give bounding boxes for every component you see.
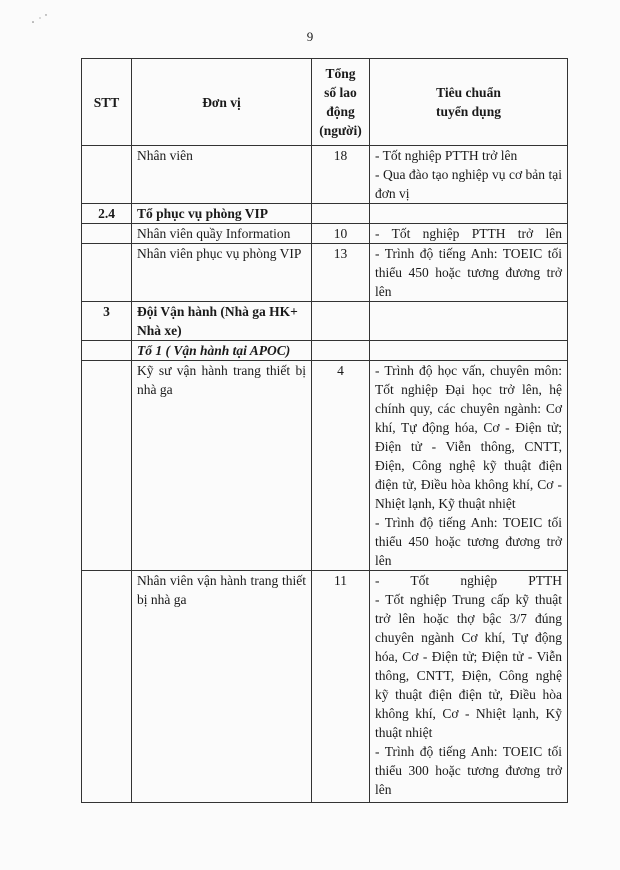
stt-cell: 3 [82, 302, 132, 341]
criteria-line: - Tốt nghiệp Trung cấp kỹ thuật trở lên hoặc thợ bậc 3/7 đúng chuyên ngành Cơ khí, Tự động hóa, Cơ - Điện tử; Điện tử - Viễn thông, CNTT, Điện, Công nghệ kỹ thuật điện điện tử, Điều hòa không khí, Cơ - Nhiệt lạnh, Kỹ thuật nhiệt [375, 592, 562, 740]
unit-cell: Kỹ sư vận hành trang thiết bị nhà ga [132, 361, 312, 571]
criteria-cell: - Trình độ tiếng Anh: TOEIC tối thiểu 450 hoặc tương đương trở lên [370, 244, 568, 302]
headcount-cell: 18 [312, 146, 370, 204]
unit-cell: Nhân viên vận hành trang thiết bị nhà ga [132, 571, 312, 803]
stt-cell [82, 341, 132, 361]
stt-cell [82, 224, 132, 244]
section-row [82, 302, 568, 341]
criteria-cell [370, 571, 568, 803]
criteria-cell [370, 204, 568, 224]
scan-speckle [30, 12, 54, 26]
headcount-cell: 13 [312, 244, 370, 302]
criteria-line: - Tốt nghiệp PTTH [375, 573, 562, 588]
header-headcount [312, 59, 370, 146]
criteria-cell [370, 341, 568, 361]
unit-cell: Nhân viên phục vụ phòng VIP [132, 244, 312, 302]
header-criteria-line: tuyển dụng [436, 104, 501, 119]
section-row [82, 204, 568, 224]
table-row [82, 361, 568, 571]
criteria-line: - Trình độ tiếng Anh: TOEIC tối thiểu 450 hoặc tương đương trở lên [375, 515, 562, 568]
criteria-line: - Tốt nghiệp PTTH trở lên [375, 148, 518, 163]
table-row [82, 224, 568, 244]
stt-cell [82, 571, 132, 803]
header-criteria [370, 59, 568, 146]
header-stt: STT [82, 59, 132, 146]
recruitment-table [81, 58, 568, 803]
criteria-cell: - Tốt nghiệp PTTH trở lên [370, 224, 568, 244]
headcount-cell [312, 204, 370, 224]
page-number: 9 [306, 29, 314, 44]
headcount-cell [312, 302, 370, 341]
criteria-line: - Trình độ tiếng Anh: TOEIC tối thiểu 300 hoặc tương đương trở lên [375, 744, 562, 797]
table-row [82, 571, 568, 803]
stt-cell: 2.4 [82, 204, 132, 224]
headcount-cell: 11 [312, 571, 370, 803]
unit-cell: Tổ phục vụ phòng VIP [132, 204, 312, 224]
header-criteria-line: Tiêu chuẩn [436, 85, 501, 100]
unit-cell: Nhân viên quầy Information [132, 224, 312, 244]
unit-cell: Nhân viên [132, 146, 312, 204]
criteria-cell [370, 361, 568, 571]
table-row [82, 244, 568, 302]
criteria-cell [370, 302, 568, 341]
headcount-cell [312, 341, 370, 361]
subsection-row [82, 341, 568, 361]
header-unit: Đơn vị [132, 59, 312, 146]
criteria-line: - Qua đào tạo nghiệp vụ cơ bản tại đơn vị [375, 167, 562, 201]
stt-cell [82, 361, 132, 571]
headcount-cell: 10 [312, 224, 370, 244]
header-headcount-line: Tổng [325, 66, 356, 81]
header-headcount-line: số lao [324, 85, 357, 100]
table-row [82, 146, 568, 204]
stt-cell [82, 244, 132, 302]
header-headcount-line: (người) [319, 123, 362, 138]
header-headcount-line: động [326, 104, 355, 119]
table-header-row [82, 59, 568, 146]
unit-cell: Đội Vận hành (Nhà ga HK+ Nhà xe) [132, 302, 312, 341]
unit-cell: Tổ 1 ( Vận hành tại APOC) [132, 341, 312, 361]
headcount-cell: 4 [312, 361, 370, 571]
criteria-line: - Trình độ học vấn, chuyên môn: Tốt nghiệp Đại học trở lên, hệ chính quy, các chuyên ngành: Cơ khí, Tự động hóa, Cơ - Điện tử; Điện tử - Viễn thông, CNTT, Điện, Công nghệ kỹ thuật điện điện tử, Điều hòa không khí, Cơ - Nhiệt lạnh, Kỹ thuật nhiệt [375, 363, 562, 511]
criteria-cell [370, 146, 568, 204]
stt-cell [82, 146, 132, 204]
